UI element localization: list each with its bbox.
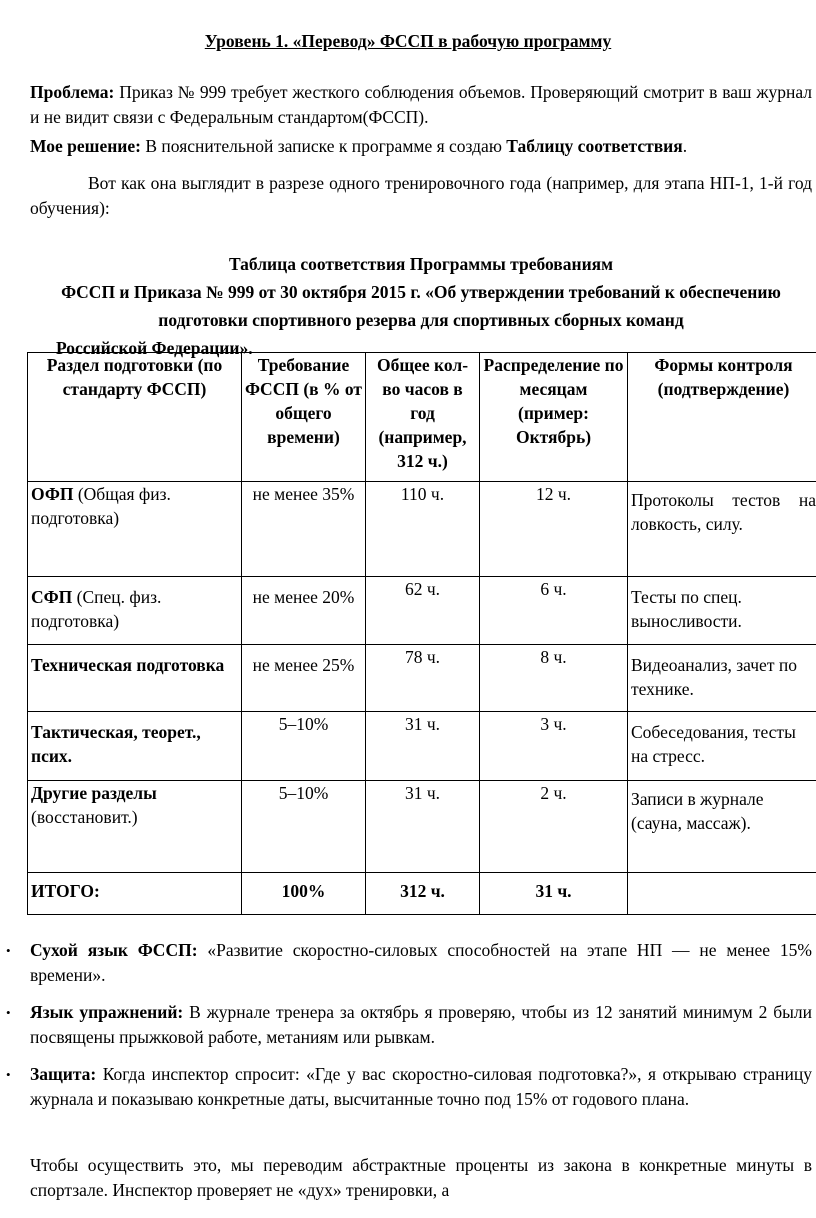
bullet-text: В журнале тренера за октябрь я проверяю, чтобы из 12 занятий минимум 2 были посвящены прыжковой работе, метаниям или рывкам. [30,1002,812,1047]
table-row [28,577,816,645]
problem-paragraph [30,80,812,130]
row-month: 8 ч. [480,645,628,712]
row-hours: 31 ч. [366,781,480,873]
row-control: Записи в журнале (сауна, массаж). [628,781,816,873]
final-paragraph: Чтобы осуществить это, мы переводим абстрактные проценты из закона в конкретные минуты в спортзале. Инспектор проверяет не «дух» тренировки, а [30,1155,812,1200]
solution-label: Мое решение: [30,136,141,156]
header-control: Формы контроля (подтверждение) [628,353,816,482]
header-hours: Общее кол-во часов в год (например, 312 ч.) [366,353,480,482]
row-section [28,577,242,645]
row-section-bold: СФП [31,587,73,607]
table-row [28,712,816,781]
row-section-bold: Тактическая, теорет., псих. [31,722,201,766]
row-section [28,645,242,712]
row-requirement: не менее 25% [242,645,366,712]
row-section [28,781,242,873]
total-requirement-text: 100% [281,881,326,901]
bullet-text: Когда инспектор спросит: «Где у вас скоростно-силовая подготовка?», я открываю страницу журнала и показываю конкретные даты, высчитанные точно под 15% от годового плана. [30,1064,812,1109]
intro-paragraph: Вот как она выглядит в разрезе одного тренировочного года (например, для этапа НП-1, 1-й год обучения): [30,173,812,218]
total-month [480,873,628,915]
bullet-text: «Развитие скоростно-силовых способностей на этапе НП — не менее 15% времени». [30,940,812,985]
row-section-rest: (Общая физ. подготовка) [31,484,171,528]
header-requirement: Требование ФССП (в % от общего времени) [242,353,366,482]
total-requirement [242,873,366,915]
row-month: 2 ч. [480,781,628,873]
table-title-line2: ФССП и Приказа № 999 от 30 октября 2015 г. «Об утверждении требований к обеспечению подготовки спортивного резерва для спортивных сборных команд [61,282,781,330]
header-month: Распределение по месяцам (пример: Октябрь) [480,353,628,482]
bullet-label: Защита: [30,1064,97,1084]
row-section-bold: ОФП [31,484,74,504]
page-heading: Уровень 1. «Перевод» ФССП в рабочую программу [204,31,612,51]
table-title [30,250,812,362]
bullet-item-dry-language [0,938,812,988]
table-total-row [28,873,816,915]
table-row [28,645,816,712]
row-requirement: не менее 20% [242,577,366,645]
row-requirement: 5–10% [242,712,366,781]
row-control: Собеседования, тесты на стресс. [628,712,816,781]
row-hours: 31 ч. [366,712,480,781]
row-control: Протоколы тестов на ловкость, силу. [628,482,816,577]
total-hours-text: 312 ч. [400,881,445,901]
total-label-text: ИТОГО: [31,881,100,901]
row-control: Тесты по спец. выносливости. [628,577,816,645]
table-header-row [28,353,816,482]
table-title-line1: Таблица соответствия Программы требованиям [228,254,614,274]
problem-text: Приказ № 999 требует жесткого соблюдения объемов. Проверяющий смотрит в ваш журнал и не видит связи с Федеральным стандартом(ФССП). [30,82,812,127]
bullet-list [0,938,816,1124]
bullet-item-defense [0,1062,812,1112]
bullet-item-exercise-language [0,1000,812,1050]
compliance-table [27,352,816,915]
table-row [28,781,816,873]
header-section: Раздел подготовки (по стандарту ФССП) [28,353,242,482]
row-section-rest: (Спец. физ. подготовка) [31,587,162,631]
solution-highlight: Таблицу соответствия [506,136,683,156]
total-hours [366,873,480,915]
total-control [628,873,816,915]
total-month-text: 31 ч. [535,881,572,901]
row-hours: 78 ч. [366,645,480,712]
row-hours: 110 ч. [366,482,480,577]
table-row [28,482,816,577]
row-month: 12 ч. [480,482,628,577]
bullet-label: Язык упражнений: [30,1002,184,1022]
solution-paragraph [30,134,812,159]
solution-end: . [682,136,688,156]
row-requirement: 5–10% [242,781,366,873]
row-section [28,712,242,781]
row-section [28,482,242,577]
bullet-label: Сухой язык ФССП: [30,940,198,960]
row-control: Видеоанализ, зачет по технике. [628,645,816,712]
row-section-bold: Другие разделы [31,783,157,803]
problem-label: Проблема: [30,82,115,102]
row-requirement: не менее 35% [242,482,366,577]
row-section-rest: (восстановит.) [31,807,138,827]
total-label [28,873,242,915]
row-hours: 62 ч. [366,577,480,645]
row-month: 6 ч. [480,577,628,645]
solution-text: В пояснительной записке к программе я создаю [140,136,507,156]
row-month: 3 ч. [480,712,628,781]
table-title-line3: Российской Федерации». [56,338,253,358]
row-section-bold: Техническая подготовка [31,655,225,675]
